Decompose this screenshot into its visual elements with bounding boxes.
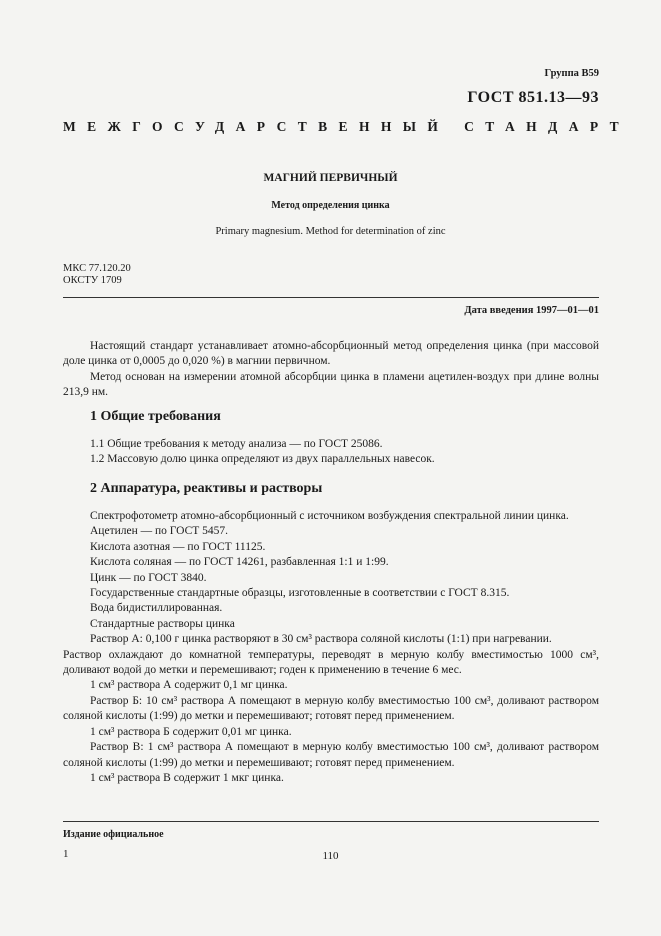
edition-label: Издание официальное (63, 829, 164, 840)
section-2-paragraph: Кислота азотная — по ГОСТ 11125. (90, 540, 266, 553)
introduction-date: Дата введения 1997—01—01 (464, 305, 599, 316)
header-divider (63, 297, 599, 298)
intro-paragraph: Метод основан на измерении атомной абсорбции цинка в пламени ацетилен-воздух при длине волны 213,9 нм. (63, 370, 599, 399)
section-1-heading: 1 Общие требования (90, 409, 221, 424)
section-1-body (63, 437, 599, 468)
section-1-item: 1.2 Массовую долю цинка определяют из двух параллельных навесок. (90, 453, 435, 466)
sheet-number: 1 (63, 848, 69, 860)
intro-paragraph: Настоящий стандарт устанавливает атомно-абсорбционный метод определения цинка (при массовой доле цинка от 0,0005 до 0,020 %) в магнии первичном. (63, 340, 599, 368)
standard-number: ГОСТ 851.13—93 (467, 89, 599, 106)
classification-codes (63, 263, 131, 287)
interstate-standard-banner: МЕЖГОСУДАРСТВЕННЫЙ СТАНДАРТ (63, 119, 631, 134)
section-2-heading: 2 Аппаратура, реактивы и растворы (90, 481, 323, 496)
section-2-paragraph: Раствор А: 0,100 г цинка растворяют в 30 см³ раствора соляной кислоты (1:1) при нагревании. (90, 633, 552, 646)
document-title: МАГНИЙ ПЕРВИЧНЫЙ (263, 172, 398, 184)
section-2-body (63, 509, 599, 786)
english-title: Primary magnesium. Method for determination of zinc (215, 226, 446, 237)
section-2-paragraph: Раствор В: 1 см³ раствора А помещают в мерную колбу вместимостью 100 см³, доливают раствором соляной кислоты (1:99) до метки и перемешивают; готовят перед применением. (63, 741, 599, 769)
page-number: 110 (322, 850, 339, 862)
section-2-paragraph: Спектрофотометр атомно-абсорбционный с источником возбуждения спектральной линии цинка. (90, 510, 569, 522)
section-2-paragraph: Стандартные растворы цинка (90, 617, 235, 630)
section-2-paragraph: Раствор охлаждают до комнатной температуры, переводят в мерную колбу вместимостью 1000 см³, доливают водой до метки и перемешивают; годен к применению в течение 6 мес. (63, 648, 599, 677)
okstu-code: ОКСТУ 1709 (63, 275, 122, 286)
group-code: Группа В59 (544, 68, 599, 79)
section-2-paragraph: Государственные стандартные образцы, изготовленные в соответствии с ГОСТ 8.315. (90, 587, 510, 600)
section-2-paragraph: Ацетилен — по ГОСТ 5457. (90, 525, 229, 538)
section-2-paragraph: Цинк — по ГОСТ 3840. (90, 571, 207, 584)
section-1-item: 1.1 Общие требования к методу анализа — по ГОСТ 25086. (90, 438, 383, 450)
footer-divider (63, 821, 599, 822)
intro-text (63, 339, 599, 401)
section-2-paragraph: Вода бидистиллированная. (90, 602, 223, 615)
section-2-paragraph: Раствор Б: 10 см³ раствора А помещают в мерную колбу вместимостью 100 см³, доливают раствором соляной кислоты (1:99) до метки и перемешивают; готовят перед применением. (63, 694, 599, 723)
section-2-paragraph: 1 см³ раствора А содержит 0,1 мг цинка. (90, 679, 288, 692)
section-2-paragraph: Кислота соляная — по ГОСТ 14261, разбавленная 1:1 и 1:99. (90, 556, 389, 569)
method-subtitle: Метод определения цинка (271, 200, 390, 211)
section-2-paragraph: 1 см³ раствора В содержит 1 мкг цинка. (90, 771, 284, 784)
mks-code: МКС 77.120.20 (63, 263, 131, 274)
section-2-paragraph: 1 см³ раствора Б содержит 0,01 мг цинка. (90, 725, 292, 738)
